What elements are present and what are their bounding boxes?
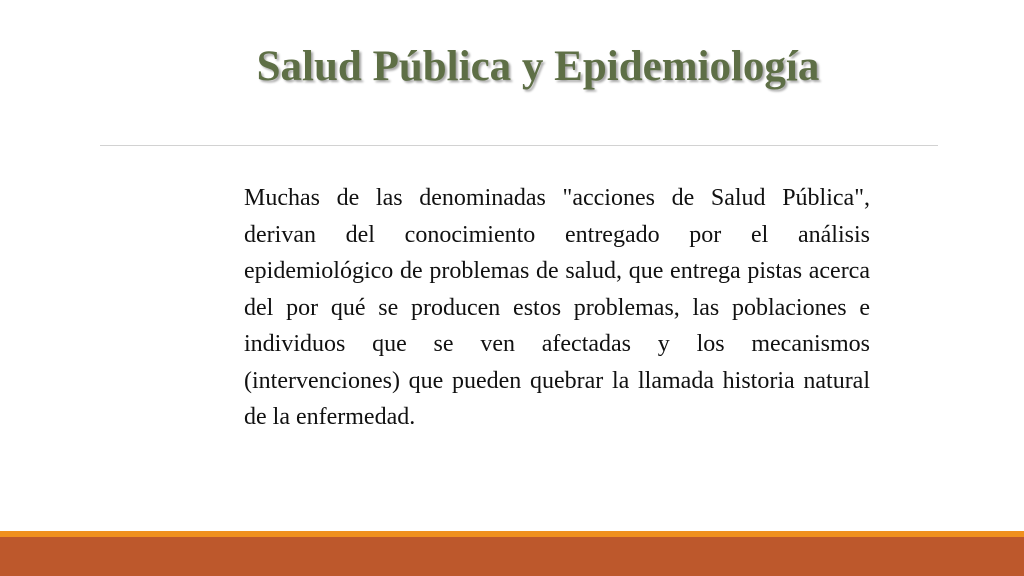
footer-bar [0,537,1024,576]
slide-title: Salud Pública y Epidemiología [256,43,820,90]
slide-body-text: Muchas de las denominadas "acciones de Salud Pública", derivan del conocimiento entregado por el análisis epidemiológico de problemas de salud, que entrega pistas acerca del por qué se producen estos problemas, las poblaciones e individuos que se ven afectadas y los mecanismos (intervenciones) que pueden quebrar la llamada historia natural de la enfermedad. [244,185,870,430]
title-divider [100,145,938,146]
